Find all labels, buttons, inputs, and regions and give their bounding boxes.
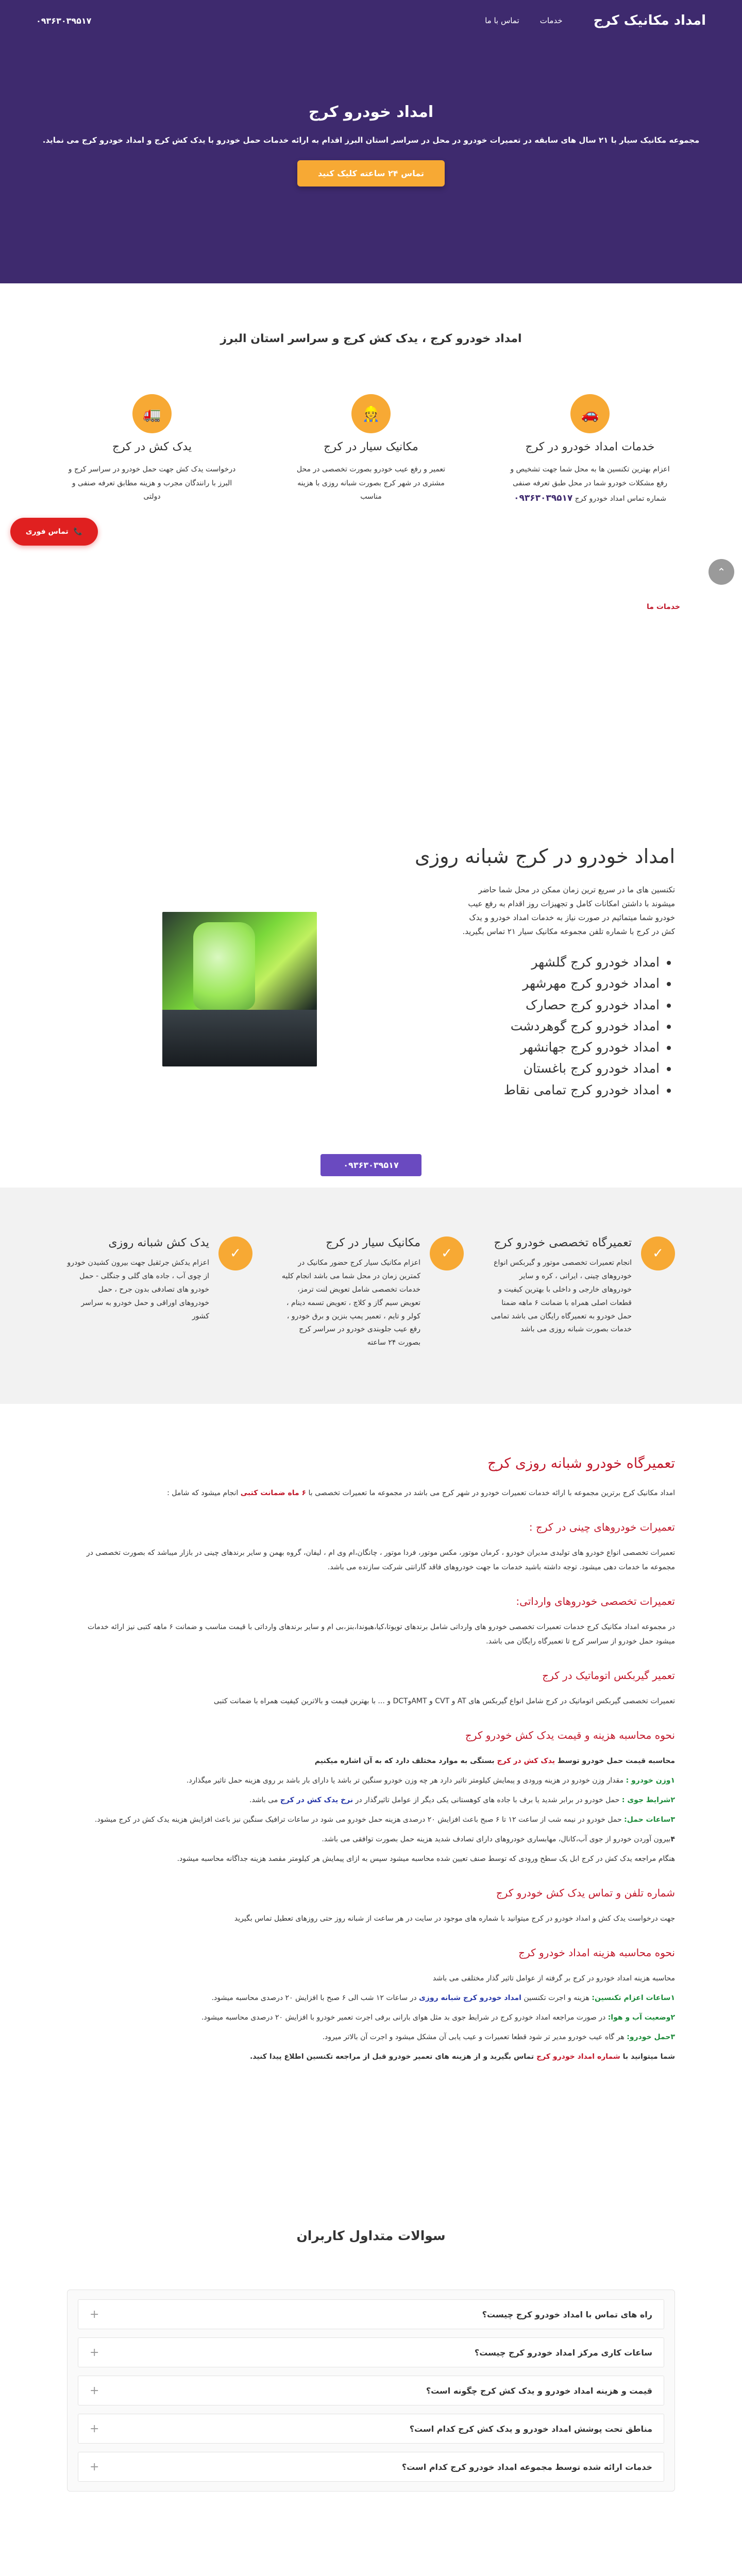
daily-title: امداد خودرو در کرج شبانه روزی <box>415 845 675 868</box>
article-paragraph <box>67 1486 675 1500</box>
item-key: ۳ساعات حمل: <box>624 1816 675 1824</box>
plus-icon: + <box>90 2384 99 2397</box>
feature-text: اعزام مکانیک سیار کرج حضور مکانیک در کمترین زمان در محل شما می باشد انجام کلیه خدمات تخصصی شامل تعویض لنت ترمز، تعویض سیم گاز و کلاچ ، تعویض تسمه دینام ، کولر و تایم ، تعمیر پمپ بنزین و برق خودرو ، رفع عیب جلوبندی خودرو در سراسر کرج بصورت ۲۴ ساعته <box>281 1259 420 1347</box>
daily-service-link[interactable]: امداد خودرو کرج شبانه روزی <box>419 1994 521 2002</box>
item-key: ۴ <box>670 1835 675 1843</box>
item-value: مقدار وزن خودرو در هزینه ورودی و پیمایش کیلومتر تاثیر دارد هر چه وزن خودرو سنگین تر باشد یا دارای بار باشد بر روی هزینه حمل تاثیر میگذارد. <box>186 1776 626 1785</box>
chevron-up-icon: ⌃ <box>717 566 726 578</box>
breadcrumb[interactable]: خدمات ما <box>647 603 680 611</box>
hero-section <box>0 0 742 283</box>
coolant-bottle-shape <box>193 922 255 1010</box>
service-phone-number[interactable]: ۰۹۳۶۳۰۳۹۵۱۷ <box>514 493 573 504</box>
list-item: • امداد خودرو کرج گوهردشت <box>67 1015 660 1037</box>
service-text: درخواست یدک کش جهت حمل خودرو در سراسر کرج و البرز با رانندگان مجرب و هزینه مطابق تعرفه صنفی و دولتی <box>68 465 236 501</box>
topbar <box>36 0 706 41</box>
faq-section <box>67 2177 675 2576</box>
scroll-top-button[interactable] <box>709 559 734 585</box>
phone-icon: 📞 <box>73 528 83 536</box>
item-value: هر گاه عیب خودرو مدیر تر شود قطعا تعمیرات و عیب یابی آن مشکل میشود و اجرت آن بالاتر میرود. <box>322 2033 627 2041</box>
floating-call-label: تماس فوری <box>25 528 69 536</box>
hero-title: امداد خودرو کرج <box>308 103 434 121</box>
faq-accordion <box>67 2290 675 2492</box>
item-key: ۱ساعات اعزام تکنسین: <box>592 1994 675 2002</box>
daily-section <box>67 845 675 1188</box>
phone-button-wrap <box>67 1154 675 1176</box>
list-item: • امداد خودرو کرج جهانشهر <box>67 1037 660 1058</box>
item-value: حمل خودرو در نیمه شب از ساعت ۱۲ تا ۶ صبح باعث افزایش ۲۰ درصدی هزینه حمل خودرو می شود در ساعات ترافیک سنگین نیز باعث افزایش هزینه یدک کش در کرج میشود. <box>94 1816 625 1824</box>
item-value: در صورت مراجعه امداد خودرو کرج در شرایط جوی بد مثل هوای بارانی برفی اجرت تعمیر خودرو با افزایش ۲۰ درصدی محاسبه میشود. <box>201 2013 608 2022</box>
faq-item[interactable] <box>78 2299 664 2329</box>
item-key: ۱وزن خودرو : <box>626 1776 675 1785</box>
services-row <box>67 394 675 506</box>
plus-icon: + <box>90 2308 99 2321</box>
features-row <box>67 1236 675 1350</box>
car-emergency-icon: 🚗 <box>570 394 610 433</box>
feature-text: اعزام یدکش جرثقیل جهت بیرون کشیدن خودرو از چوی آب ، جاده های گلی و جنگلی - حمل خودرو های تصادفی بدون جرح ، حمل خودروهای اوراقی و حمل خودرو به سراسر کشور <box>67 1259 209 1320</box>
item-tail: در ساعات ۱۲ شب الی ۶ صبح با افزایش ۲۰ درصدی محاسبه میشود. <box>211 1994 419 2002</box>
check-icon: ✓ <box>641 1236 675 1270</box>
article-paragraph: تعمیرات تخصصی گیربکس اتوماتیک در کرج شامل انواع گیربکس های AT و CVT و AMTوDCT و ... با بهترین قیمت و بالاترین کیفیت همراه با ضمانت کتبی <box>213 1697 675 1705</box>
service-title: یدک کش در کرج <box>112 440 192 453</box>
tow-link[interactable]: یدک کش در کرج <box>497 1757 555 1765</box>
service-text: اعزام بهترین تکنسین ها به محل شما جهت تشخیص و رفع مشکلات خودرو شما در محل طبق تعرفه صنفی <box>510 465 670 487</box>
feature-card <box>278 1236 464 1350</box>
article-paragraph: در مجموعه امداد مکانیک کرج خدمات تعمیرات تخصصی خودرو های وارداتی شامل برندهای تویوتا،کیا،هیوندا،بنز،بی ام و سایر برندهای وارداتی با قیمت مناسب و ضمانت ۶ ماهه کتبی نیز ارائه خدمات میشود حمل خودرو از سراسر کرج تا تعمیرگاه رایگان می باشد. <box>87 1623 675 1646</box>
feature-card <box>67 1236 252 1350</box>
hero-subtitle: مجموعه مکانیک سیار با ۲۱ سال های سابقه در تعمیرات خودرو در محل در سراسر استان البرز اقدام به ارائه خدمات حمل خودرو با یدک کش کرج و امداد خودرو کرج می نماید. <box>42 135 700 145</box>
service-title: مکانیک سیار در کرج <box>324 440 418 453</box>
faq-question: ساعات کاری مرکز امداد خودرو کرج چیست؟ <box>474 2347 652 2358</box>
article-section <box>67 1404 675 2177</box>
cost-item <box>67 2010 675 2025</box>
text-span: محاسبه قیمت حمل خودرو توسط <box>554 1757 675 1765</box>
faq-question: قیمت و هزینه امداد خودرو و یدک کش کرج چگونه است؟ <box>426 2385 652 2396</box>
service-card <box>67 394 237 506</box>
list-item: • امداد خودرو کرج گلشهر <box>67 952 660 973</box>
tow-truck-icon: 🚛 <box>132 394 172 433</box>
header-phone[interactable]: ۰۹۳۶۳۰۳۹۵۱۷ <box>36 15 92 26</box>
plus-icon: + <box>90 2422 99 2435</box>
service-card <box>505 394 675 506</box>
check-icon: ✓ <box>218 1236 252 1270</box>
service-title: خدمات امداد خودرو در کرج <box>525 440 655 453</box>
item-key: ۲شرایط جوی : <box>621 1796 675 1804</box>
site-brand[interactable]: امداد مکانیک کرج <box>593 13 706 28</box>
list-item: • امداد خودرو کرج حصارک <box>67 994 660 1015</box>
tow-rate-link[interactable]: نرخ یدک کش در کرج <box>280 1796 353 1804</box>
feature-body <box>490 1236 632 1350</box>
feature-body <box>278 1236 420 1350</box>
article-paragraph: هنگام مراجعه یدک کش در کرج ابل یک سطح ورودی که توسط صنف تعیین شده محاسبه میشود سپس به ازای پیمایش هر کیلومتر مقصد هزینه جداگانه محاسبه میشود. <box>177 1855 675 1863</box>
faq-item[interactable] <box>78 2414 664 2444</box>
article-subheading: تعمیرات خودروهای چینی در کرج : <box>529 1521 675 1533</box>
feature-title: مکانیک سیار در کرج <box>326 1236 420 1249</box>
nav-contact[interactable]: تماس با ما <box>485 16 519 25</box>
faq-item[interactable] <box>78 2337 664 2367</box>
hero-content <box>0 103 742 187</box>
faq-question: راه های تماس با امداد خودرو کرج چیست؟ <box>482 2309 652 2319</box>
text-span: شما میتوانید با <box>620 2053 675 2061</box>
floating-call-button[interactable] <box>10 518 98 546</box>
feature-title: تعمیرگاه تخصصی خودرو کرج <box>494 1236 632 1249</box>
warranty-link[interactable]: ۶ ماه ضمانت کتبی <box>240 1489 307 1497</box>
article-subheading: تعمیرات تخصصی خودروهای وارداتی: <box>516 1595 675 1607</box>
article-subheading: نحوه محاسبه هزینه امداد خودرو کرج <box>518 1946 675 1959</box>
item-value: هزینه و اجرت تکنسین <box>521 1994 592 2002</box>
article-paragraph: محاسبه هزینه امداد خودرو در کرج بر گرفته از عوامل تاثیر گذار مختلفی می باشد <box>432 1974 675 1982</box>
service-phone-line <box>505 490 675 506</box>
article-subheading: شماره تلفن و تماس یدک کش خودرو کرج <box>496 1887 675 1899</box>
item-key: ۳حمل خودرو: <box>627 2033 675 2041</box>
service-phone-label: شماره تماس امداد خودرو کرج <box>575 495 666 503</box>
item-value: بیرون آوردن خودرو از جوی آب،کانال، مهابساری خودروهای دارای تصادف شدید هزینه حمل بصورت توافقی می باشد. <box>322 1835 671 1843</box>
feature-text: انجام تعمیرات تخصصی موتور و گیربکس انواع خودروهای چینی ، ایرانی ، کره و سایر خودروهای خارجی و داخلی با بهترین کیفیت و قطعات اصلی همراه با ضمانت ۶ ماهه ضمنا حمل خودرو به تعمیرگاه رایگان می باشد تمامی خدمات بصورت شبانه روزی می باشد <box>491 1259 632 1334</box>
check-icon: ✓ <box>430 1236 464 1270</box>
faq-item[interactable] <box>78 2376 664 2405</box>
faq-item[interactable] <box>78 2452 664 2482</box>
plus-icon: + <box>90 2346 99 2359</box>
nav-services[interactable]: خدمات <box>539 16 563 25</box>
article-paragraph <box>67 1754 675 1768</box>
item-value: حمل خودرو در برابر شدید یا برف با جاده های کوهستانی یکی دیگر از عوامل تاثیرگذار در <box>353 1796 622 1804</box>
area-list <box>67 952 675 1100</box>
calc-item <box>67 1773 675 1788</box>
faq-title: سوالات متداول کاربران <box>296 2228 446 2243</box>
item-tail: می باشد. <box>249 1796 280 1804</box>
article-subheading: تعمیر گیربکس اتوماتیک در کرج <box>542 1669 675 1682</box>
cost-item <box>67 2030 675 2044</box>
emergency-number-link[interactable]: شماره امداد خودرو کرج <box>536 2053 620 2061</box>
article-heading: تعمیرگاه خودرو شبانه روزی کرج <box>487 1455 675 1471</box>
text-span: بستگی به موارد مختلف دارد که به آن اشاره میکنیم <box>314 1757 497 1765</box>
article-paragraph: تعمیرات تخصصی انواع خودرو های تولیدی مدیران خودرو ، کرمان موتور، مکس موتور، فردا موتور ، چانگان،ام وی ام ، لیفان، گروه بهمن و سایر برندهای چینی در بازار میباشد که بصورت تخصصی در مجموعه ما خدمات دهی میشود. توجه داشته باشید خدمات ما جهت خودروهای فاقد گارانتی شرکت سازنده می باشد. <box>86 1549 675 1571</box>
plus-icon: + <box>90 2460 99 2473</box>
call-cta-button[interactable]: تماس ۲۴ ساعته کلیک کنید <box>297 160 445 187</box>
feature-body <box>67 1236 209 1350</box>
text-span: تماس بگیرید و از هزینه های تعمیر خودرو قبل از مراجعه تکنسین اطلاع پیدا کنید. <box>249 2053 537 2061</box>
daily-text: تکنسین های ما در سریع ترین زمان ممکن در محل شما حاضر میشوند با داشتن امکانات کامل و تجهیزات روز اقدام به رفع عیب خودرو شما میتمائیم در صورت نیاز به خدمات امداد خودرو و یدک کش در کرج با شماره تلفن مجموعه مکانیک سیار ۲۱ تماس بگیرید. <box>462 885 675 936</box>
features-section <box>0 1188 742 1404</box>
article-paragraph: جهت درخواست یدک کش و امداد خودرو در کرج میتوانید با شماره های موجود در سایت در هر ساعت از شبانه روز حتی روزهای تعطیل تماس بگیرید <box>234 1914 675 1923</box>
engine-shape <box>162 1010 317 1066</box>
feature-title: یدک کش شبانه روزی <box>108 1236 209 1249</box>
text-span: انجام میشود که شامل : <box>167 1489 241 1497</box>
list-item: • امداد خودرو کرج تمامی نقاط <box>67 1079 660 1100</box>
mechanic-icon: 👷 <box>351 394 391 433</box>
main-nav <box>91 16 562 25</box>
cost-item <box>67 1991 675 2005</box>
article-paragraph <box>67 2049 675 2064</box>
calc-item <box>67 1793 675 1807</box>
service-text: تعمیر و رفع عیب خودرو بصورت تخصصی در محل مشتری در شهر کرج بصورت شبانه روزی با هزینه مناسب <box>296 465 446 501</box>
text-span: امداد مکانیک کرج برترین مجموعه با ارائه خدمات تعمیرات خودرو در شهر کرج می باشد در مجموعه ما تعمیرات تخصصی با <box>306 1489 675 1497</box>
service-card <box>286 394 456 506</box>
faq-question: خدمات ارائه شده توسط مجموعه امداد خودرو کرج کدام است؟ <box>401 2462 652 2472</box>
article-subheading: نحوه محاسبه هزینه و قیمت یدک کش خودرو کرج <box>465 1729 675 1741</box>
list-item: • امداد خودرو کرج باغستان <box>67 1058 660 1079</box>
calc-item <box>67 1812 675 1827</box>
coolant-engine-image <box>162 912 317 1066</box>
phone-number-button[interactable]: ۰۹۳۶۳۰۳۹۵۱۷ <box>321 1154 421 1176</box>
services-title: امداد خودرو کرج ، یدک کش کرج و سراسر استان البرز <box>220 332 522 345</box>
item-key: ۲وضعیت آب و هوا: <box>608 2013 675 2022</box>
faq-question: مناطق تحت پوشش امداد خودرو و یدک کش کرج کدام است؟ <box>409 2424 652 2434</box>
list-item: • امداد خودرو کرج مهرشهر <box>67 973 660 994</box>
feature-card <box>490 1236 675 1350</box>
services-section <box>0 283 742 845</box>
calc-item <box>67 1832 675 1846</box>
